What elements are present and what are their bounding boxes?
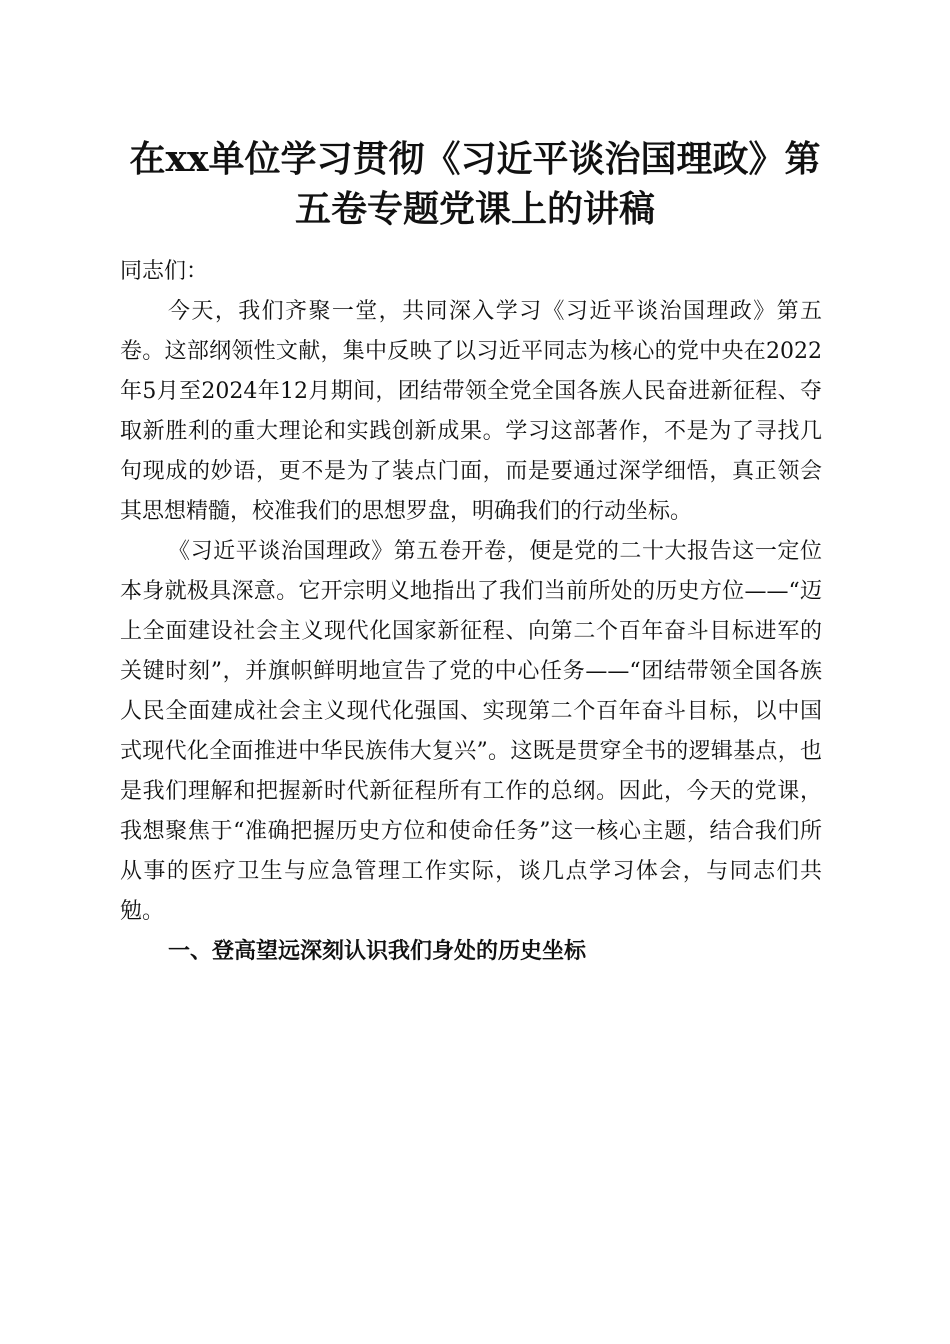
document-body (120, 252, 822, 972)
section-heading: 一、登高望远深刻认识我们身处的历史坐标 (168, 939, 587, 964)
paragraph-1: 今天，我们齐聚一堂，共同深入学习《习近平谈治国理政》第五卷。这部纲领性文献，集中反映了以习近平同志为核心的党中央在2022年5月至2024年12月期间，团结带领全党全国各族人民奋进新征程、夺取新胜利的重大理论和实践创新成果。学习这部著作，不是为了寻找几句现成的妙语，更不是为了装点门面，而是要通过深学细悟，真正领会其思想精髓，校准我们的思想罗盘，明确我们的行动坐标。 (120, 299, 822, 524)
title-line-1: 在xx单位学习贯彻《习近平谈治国理政》第 (129, 138, 821, 180)
document-title (100, 134, 850, 234)
paragraph-2: 《习近平谈治国理政》第五卷开卷，便是党的二十大报告这一定位本身就极具深意。它开宗明义地指出了我们当前所处的历史方位——“迈上全面建设社会主义现代化国家新征程、向第二个百年奋斗目标进军的关键时刻”，并旗帜鲜明地宣告了党的中心任务——“团结带领全国各族人民全面建成社会主义现代化强国、实现第二个百年奋斗目标，以中国式现代化全面推进中华民族伟大复兴”。这既是贯穿全书的逻辑基点，也是我们理解和把握新时代新征程所有工作的总纲。因此，今天的党课，我想聚焦于“准确把握历史方位和使命任务”这一核心主题，结合我们所从事的医疗卫生与应急管理工作实际，谈几点学习体会，与同志们共勉。 (120, 539, 822, 924)
salutation: 同志们： (120, 259, 209, 284)
title-line-2: 五卷专题党课上的讲稿 (294, 188, 655, 230)
